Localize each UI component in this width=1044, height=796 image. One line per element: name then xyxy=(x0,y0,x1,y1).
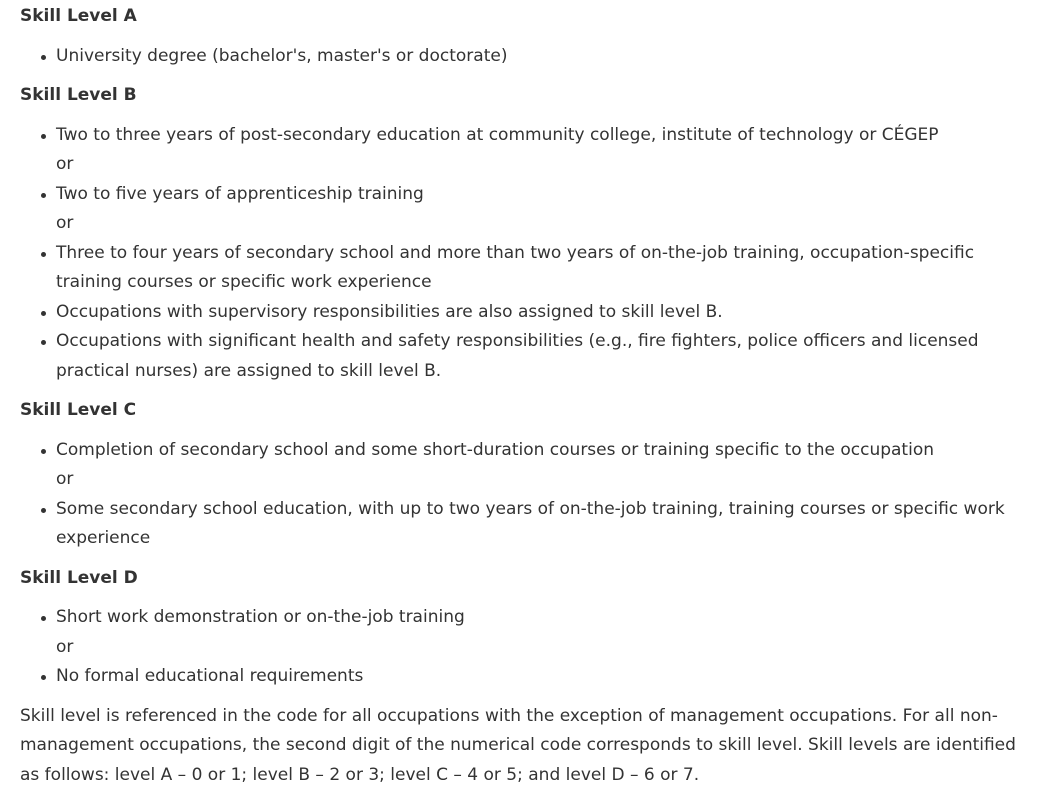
list-item-text: Occupations with significant health and safety responsibilities (e.g., fire fighters, police officers and licensed practical nurses) are assigned to skill level B. xyxy=(56,331,979,381)
section-list-b xyxy=(20,121,1036,387)
list-item-text: Two to three years of post-secondary education at community college, institute of technology or CÉGEP xyxy=(56,124,939,145)
list-item-text: Three to four years of secondary school and more than two years of on-the-job training, occupation-specific training courses or specific work experience xyxy=(56,242,975,292)
section-heading-a: Skill Level A xyxy=(20,6,137,26)
list-item xyxy=(56,495,1036,554)
section-heading-d: Skill Level D xyxy=(20,567,138,588)
or-separator: or xyxy=(56,636,74,657)
list-item xyxy=(56,662,1036,692)
list-item-text: Two to five years of apprenticeship training xyxy=(56,183,424,204)
list-item-text: No formal educational requirements xyxy=(56,666,364,686)
list-item-text: Short work demonstration or on-the-job training xyxy=(56,607,465,627)
list-item xyxy=(56,436,1036,495)
list-item xyxy=(56,121,1036,180)
list-item xyxy=(56,239,1036,298)
list-item-text: University degree (bachelor's, master's or doctorate) xyxy=(56,45,508,66)
list-item-text: Occupations with supervisory responsibilities are also assigned to skill level B. xyxy=(56,301,723,322)
list-item-text: Some secondary school education, with up to two years of on-the-job training, training courses or specific work experience xyxy=(56,498,1005,548)
section-list-d xyxy=(20,603,1036,692)
section-list-a xyxy=(20,42,1036,72)
or-separator: or xyxy=(56,213,74,233)
list-item-text: Completion of secondary school and some short-duration courses or training specific to the occupation xyxy=(56,439,934,460)
section-heading-b: Skill Level B xyxy=(20,85,137,105)
list-item xyxy=(56,327,1036,386)
section-heading-c: Skill Level C xyxy=(20,400,137,420)
or-separator: or xyxy=(56,154,74,174)
section-list-c xyxy=(20,436,1036,554)
list-item xyxy=(56,298,1036,328)
list-item xyxy=(56,603,1036,662)
or-separator: or xyxy=(56,469,74,489)
list-item xyxy=(56,42,1036,72)
footer-paragraph: Skill level is referenced in the code for all occupations with the exception of management occupations. For all non-management occupations, the second digit of the numerical code corresponds to skill level. Skill levels are identified as follows: level A – 0 or 1; level B – 2 or 3; level C – 4 or 5; and level D – 6 or 7. xyxy=(20,705,1016,785)
list-item xyxy=(56,180,1036,239)
